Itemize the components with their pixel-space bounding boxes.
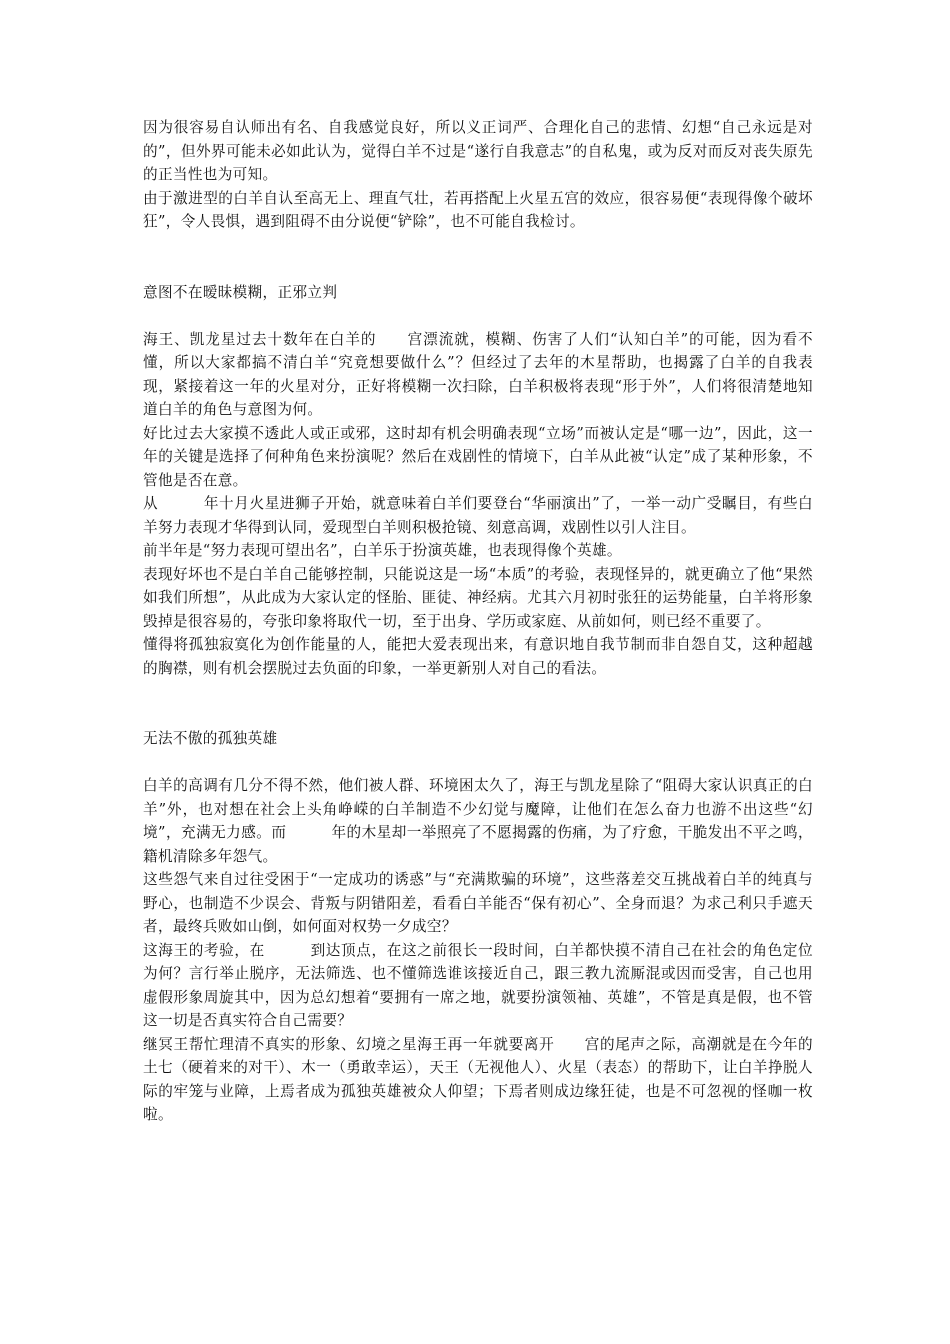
section-heading: 无法不傲的孤独英雄 xyxy=(143,730,278,747)
paragraph: 懂得将孤独寂寞化为创作能量的人，能把大爱表现出来，有意识地自我节制而非自怨自艾，这种超越的胸襟，则有机会摆脱过去负面的印象，一举更新别人对自己的看法。 xyxy=(143,636,813,677)
section-heading: 意图不在暧昧模糊，正邪立判 xyxy=(143,283,338,301)
paragraph: 因为很容易自认师出有名、自我感觉良好，所以义正词严、合理化自己的悲情、幻想“自己永远是对的”，但外界可能未必如此认为，觉得白羊不过是“遂行自我意志”的自私鬼，或为反对而反对丧失原先的正当性也为可知。 xyxy=(143,119,813,183)
paragraph: 海王、凯龙星过去十数年在白羊的 宫漂流就，模糊、伤害了人们“认知白羊”的可能，因为看不懂，所以大家都搞不清白羊“究竟想要做什么”？但经过了去年的木星帮助，也揭露了白羊的自我表现，紧接着这一年的火星对分，正好将模糊一次扫除，白羊积极将表现“形于外”，人们将很清楚地知道白羊的角色与意图为何。 xyxy=(143,330,813,418)
paragraph: 白羊的高调有几分不得不然，他们被人群、环境困太久了，海王与凯龙星除了“阻碍大家认识真正的白羊”外，也对想在社会上头角峥嵘的白羊制造不少幻觉与魔障，让他们在怎么奋力也游不出这些“幻境”，充满无力感。而 年的木星却一举照亮了不愿揭露的伤痛，为了疗愈，干脆发出不平之鸣，籍机清除多年怨气。 xyxy=(143,777,813,865)
spacer xyxy=(143,304,813,328)
paragraph: 从 年十月火星进狮子开始，就意味着白羊们要登台“华丽演出”了，一举一动广受瞩目，有些白羊努力表现才华得到认同，爱现型白羊则积极抢镜、刻意高调，戏剧性以引人注目。 xyxy=(143,495,813,536)
spacer xyxy=(143,680,813,727)
paragraph: 这海王的考验，在 到达顶点，在这之前很长一段时间，白羊都快摸不清自己在社会的角色定位为何？言行举止脱序，无法筛选、也不懂筛选谁该接近自己，跟三教九流厮混或因而受害，自己也用虚假形象周旋其中，因为总幻想着“要拥有一席之地，就要扮演领袖、英雄”，不管是真是假，也不管这一切是否真实符合自己需要？ xyxy=(143,941,813,1029)
paragraph: 好比过去大家摸不透此人或正或邪，这时却有机会明确表现“立场”而被认定是“哪一边”，因此，这一年的关键是选择了何种角色来扮演呢？然后在戏剧性的情境下，白羊从此被“认定”成了某种形象，不管他是否在意。 xyxy=(143,424,813,489)
paragraph: 由于激进型的白羊自认至高无上、理直气壮，若再搭配上火星五宫的效应，很容易便“表现得像个破坏狂”，令人畏惧，遇到阻碍不由分说便“铲除”，也不可能自我检讨。 xyxy=(143,189,813,230)
spacer xyxy=(143,234,813,281)
paragraph: 表现好坏也不是白羊自己能够控制，只能说这是一场“本质”的考验，表现怪异的，就更确立了他“果然如我们所想”，从此成为大家认定的怪胎、匪徒、神经病。尤其六月初时张狂的运势能量，白羊将形象毁掉是很容易的，夸张印象将取代一切，至于出身、学历或家庭、从前如何，则已经不重要了。 xyxy=(143,565,813,630)
document-body xyxy=(143,116,813,1127)
paragraph: 前半年是“努力表现可望出名”，白羊乐于扮演英雄，也表现得像个英雄。 xyxy=(143,542,622,559)
paragraph: 继冥王帮忙理清不真实的形象、幻境之星海王再一年就要离开 宫的尾声之际，高潮就是在今年的土七（硬着来的对干）、木一（勇敢幸运），天王（无视他人）、火星（表态）的帮助下，让白羊挣脱人际的牢笼与业障，上焉者成为孤独英雄被众人仰望；下焉者则成边缘狂徒，也是不可忽视的怪咖一枚啦。 xyxy=(143,1035,813,1123)
spacer xyxy=(143,751,813,775)
paragraph: 这些怨气来自过往受困于“一定成功的诱惑”与“充满欺骗的环境”，这些落差交互挑战着白羊的纯真与野心，也制造不少误会、背叛与阴错阳差，看看白羊能否“保有初心”、全身而退？为求己利只手遮天者，最终兵败如山倒，如何面对权势一夕成空？ xyxy=(143,871,813,935)
